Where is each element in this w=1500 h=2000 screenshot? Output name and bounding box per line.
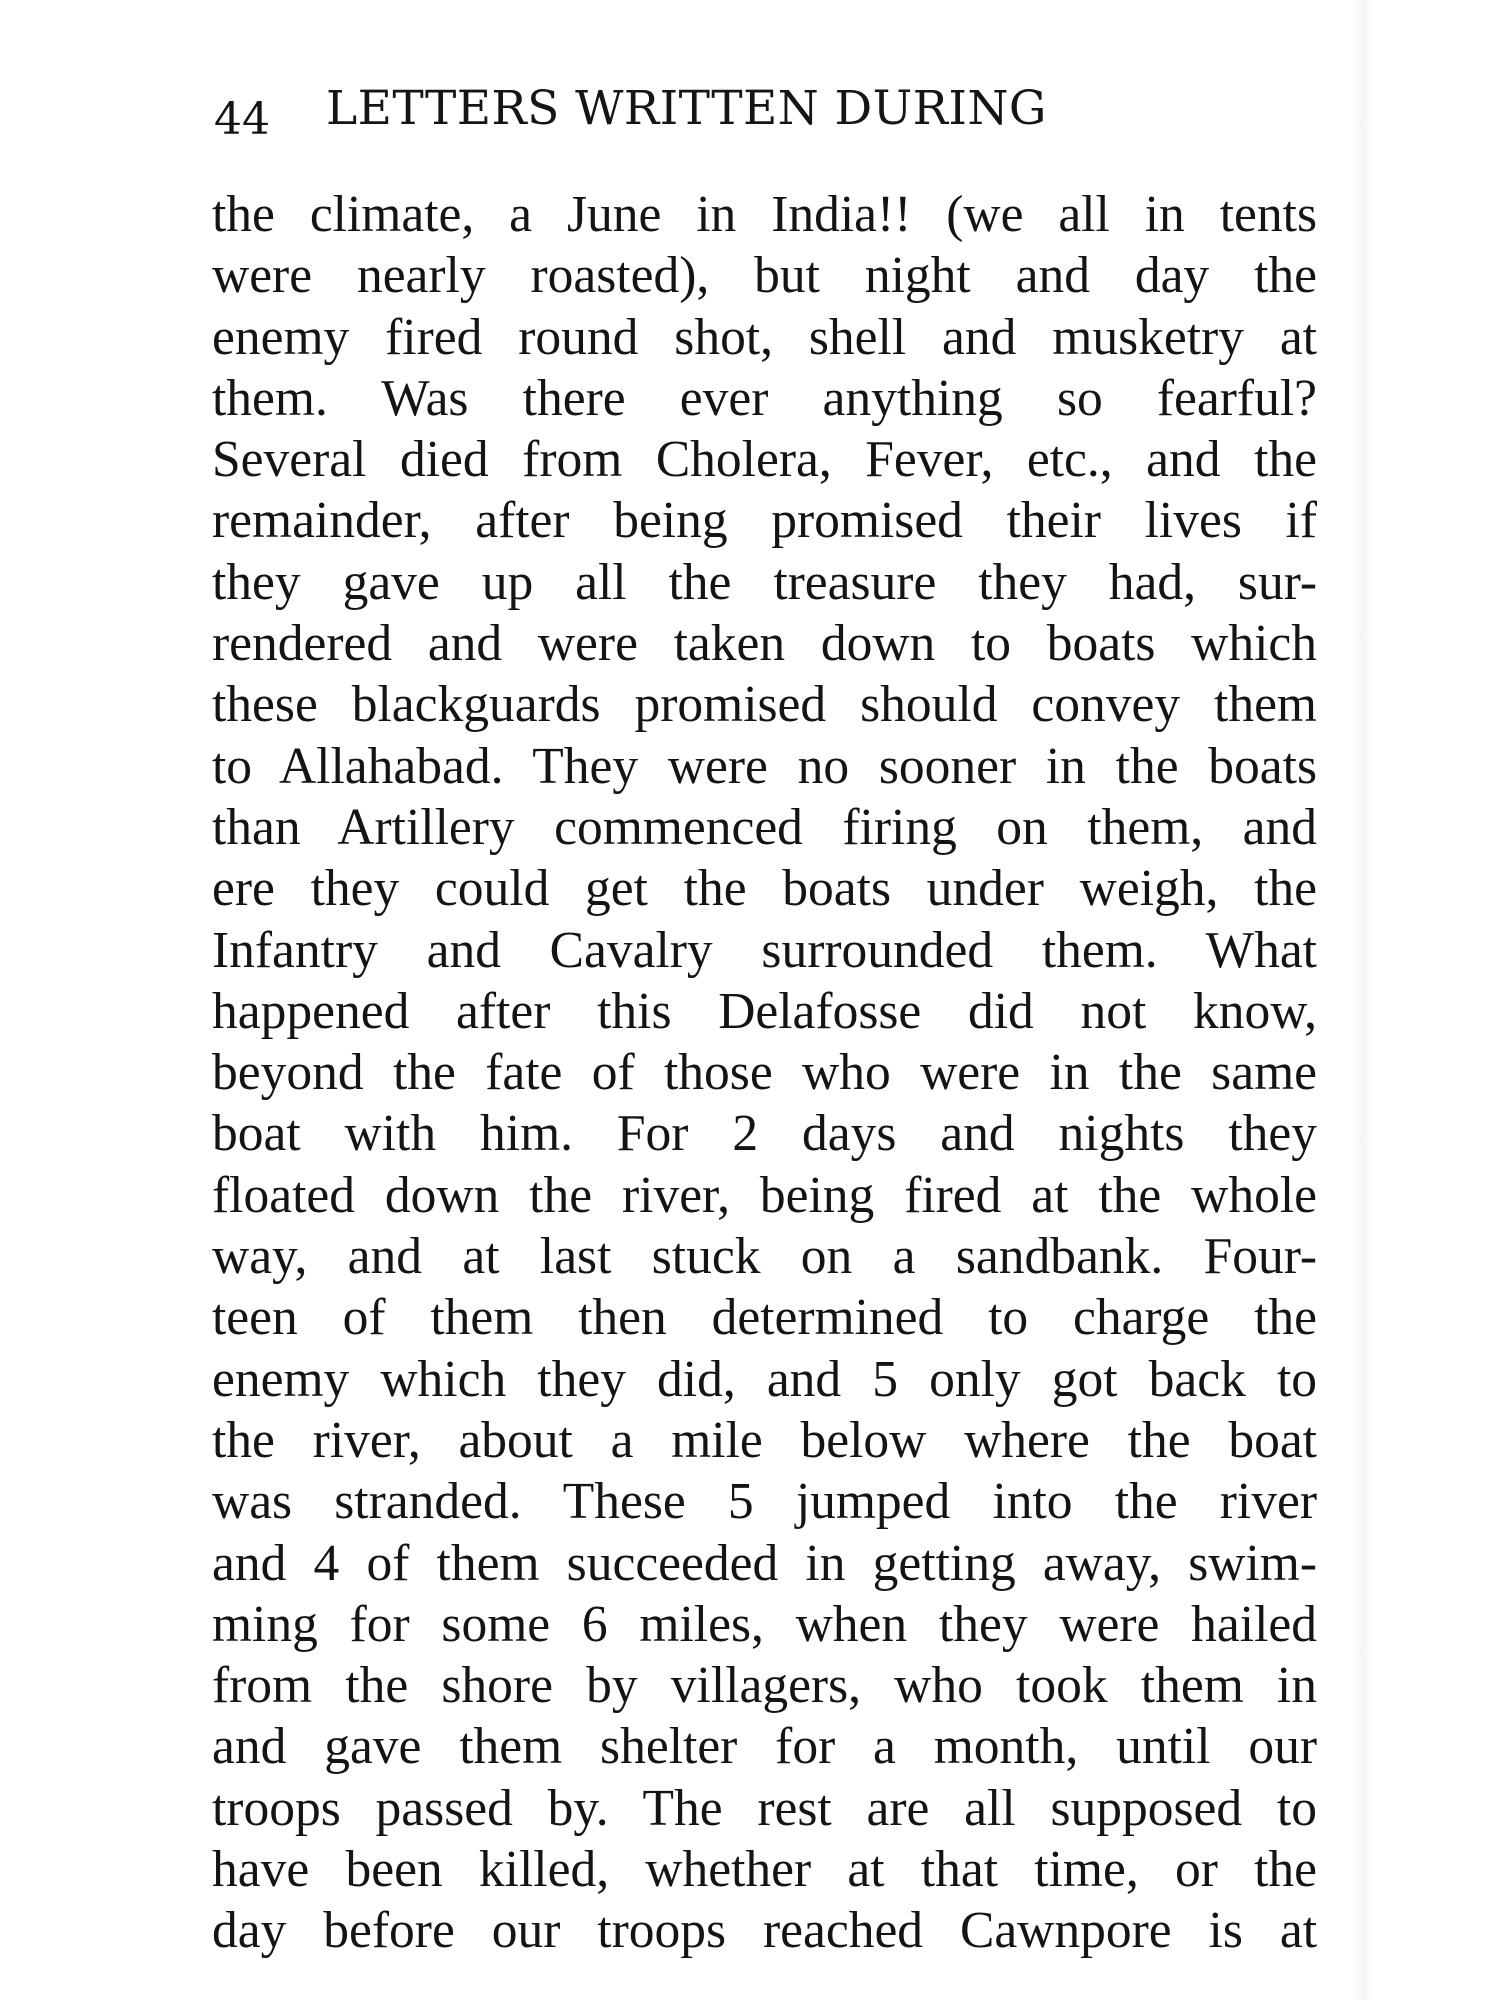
text-line: Infantry and Cavalry surrounded them. What [212, 921, 1317, 979]
page-number: 44 [214, 94, 270, 145]
text-line: have been killed, whether at that time, or the [212, 1841, 1317, 1899]
text-line: the river, about a mile below where the boat [212, 1411, 1317, 1469]
text-line: enemy which they did, and 5 only got back to [212, 1350, 1317, 1408]
text-line: than Artillery commenced firing on them, and [212, 798, 1317, 856]
text-line: they gave up all the treasure they had, sur- [212, 553, 1317, 611]
text-line: and 4 of them succeeded in getting away, swim- [212, 1534, 1317, 1592]
text-line: and gave them shelter for a month, until our [212, 1718, 1317, 1776]
running-head [210, 74, 1210, 154]
page-gutter-shadow [1352, 0, 1374, 2000]
text-line: happened after this Delafosse did not know, [212, 982, 1317, 1040]
text-line: ming for some 6 miles, when they were hailed [212, 1595, 1317, 1653]
text-line: from the shore by villagers, who took them in [212, 1657, 1317, 1715]
body-text [212, 184, 1317, 1962]
text-line: remainder, after being promised their lives if [212, 492, 1317, 550]
text-line: day before our troops reached Cawnpore is at [212, 1902, 1317, 1960]
text-line: enemy fired round shot, shell and musketry at [212, 308, 1317, 366]
text-line: floated down the river, being fired at the whole [212, 1166, 1317, 1224]
text-line: troops passed by. The rest are all supposed to [212, 1779, 1317, 1837]
text-line: to Allahabad. They were no sooner in the boats [212, 737, 1317, 795]
text-line: rendered and were taken down to boats which [212, 615, 1317, 673]
text-line: boat with him. For 2 days and nights they [212, 1105, 1317, 1163]
text-line: were nearly roasted), but night and day the [212, 247, 1317, 305]
text-line: these blackguards promised should convey them [212, 676, 1317, 734]
text-line: way, and at last stuck on a sandbank. Four- [212, 1228, 1317, 1286]
text-line: was stranded. These 5 jumped into the river [212, 1473, 1317, 1531]
text-line: Several died from Cholera, Fever, etc., and the [212, 431, 1317, 489]
text-line: them. Was there ever anything so fearful? [212, 369, 1317, 427]
running-head-title: LETTERS WRITTEN DURING [326, 81, 1047, 136]
text-line: beyond the fate of those who were in the same [212, 1044, 1317, 1102]
text-line: teen of them then determined to charge the [212, 1289, 1317, 1347]
text-line: ere they could get the boats under weigh, the [212, 860, 1317, 918]
text-line: the climate, a June in India!! (we all in tents [212, 186, 1317, 243]
